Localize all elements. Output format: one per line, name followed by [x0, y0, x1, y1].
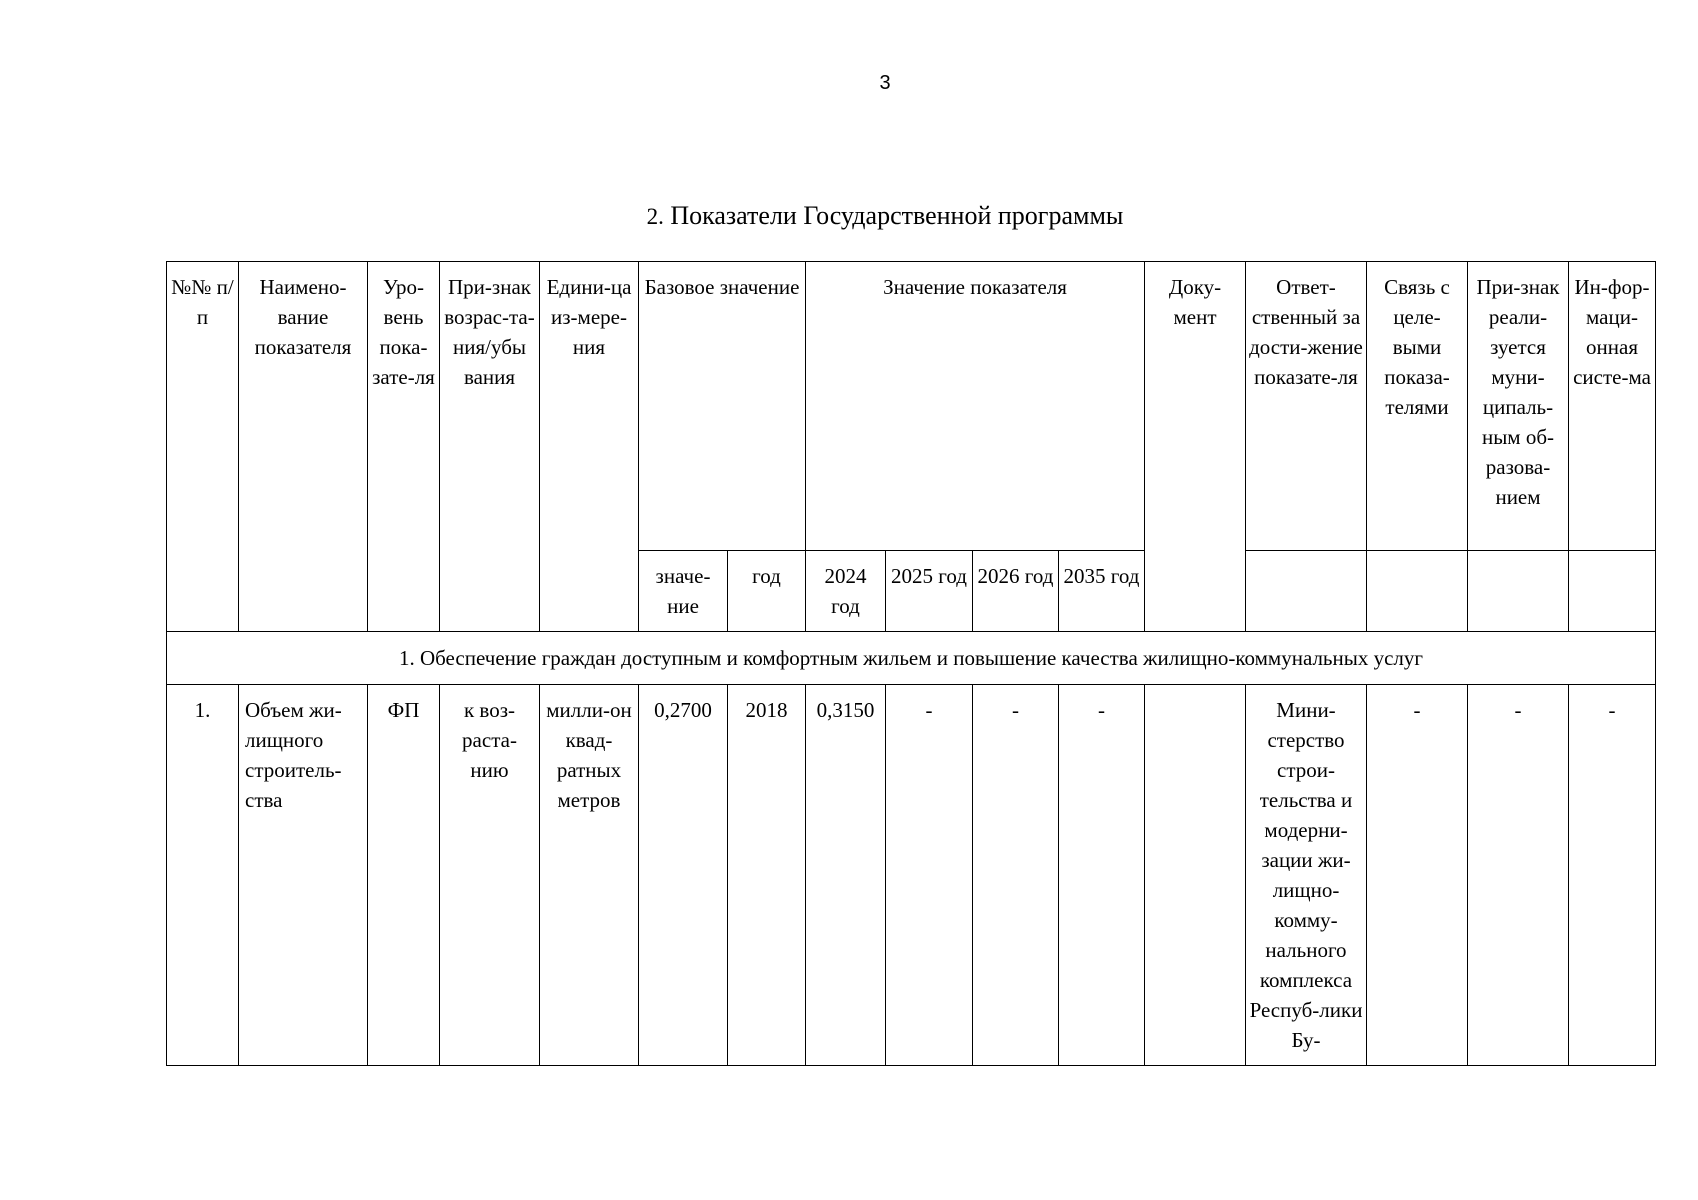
header-municipal-sub	[1468, 551, 1569, 632]
indicators-table	[166, 261, 1656, 1066]
section-row-title: 1. Обеспечение граждан доступным и комфортным жильем и повышение качества жилищно-коммунальных услуг	[167, 632, 1656, 685]
header-infosys-sub	[1569, 551, 1656, 632]
header-infosys: Ин-фор-маци-онная систе-ма	[1569, 262, 1656, 551]
table-row	[167, 685, 1656, 1066]
row-infosys: -	[1569, 685, 1656, 1066]
row-value-2024: 0,3150	[806, 685, 886, 1066]
header-document: Доку-мент	[1145, 262, 1246, 632]
row-value-2035: -	[1059, 685, 1145, 1066]
section-title	[0, 201, 1698, 231]
row-unit: милли-он квад-ратных метров	[540, 685, 639, 1066]
header-base-year: год	[728, 551, 806, 632]
row-base-value: 0,2700	[639, 685, 728, 1066]
header-trend: При-знак возрас-та-ния/убы вания	[440, 262, 540, 632]
row-value-2026: -	[973, 685, 1059, 1066]
row-trend: к воз-раста-нию	[440, 685, 540, 1066]
page-number: 3	[879, 72, 891, 94]
header-responsible-sub	[1246, 551, 1367, 632]
row-value-2025: -	[886, 685, 973, 1066]
row-links: -	[1367, 685, 1468, 1066]
header-links-sub	[1367, 551, 1468, 632]
header-level: Уро-вень пока-зате-ля	[368, 262, 440, 632]
section-title-text: Показатели Государственной программы	[670, 201, 1124, 230]
header-num: №№ п/п	[167, 262, 239, 632]
header-year-2026: 2026 год	[973, 551, 1059, 632]
row-level: ФП	[368, 685, 440, 1066]
header-values: Значение показателя	[806, 262, 1145, 551]
row-num: 1.	[167, 685, 239, 1066]
header-year-2035: 2035 год	[1059, 551, 1145, 632]
header-responsible: Ответ-ственный за дости-жение показате-ля	[1246, 262, 1367, 551]
row-document	[1145, 685, 1246, 1066]
header-links: Связь с целе-выми показа-телями	[1367, 262, 1468, 551]
header-municipal: При-знак реали-зуется муни-ципаль-ным об-разова-нием	[1468, 262, 1569, 551]
row-name: Объем жи-лищного строитель-ства	[239, 685, 368, 1066]
row-responsible: Мини-стерство строи-тельства и модерни-зации жи-лищно-комму-нального комплекса Респуб-лики Бу-	[1246, 685, 1367, 1066]
header-base-value: значе-ние	[639, 551, 728, 632]
header-base: Базовое значение	[639, 262, 806, 551]
header-row-top	[167, 262, 1656, 551]
section-row	[167, 632, 1656, 685]
row-base-year: 2018	[728, 685, 806, 1066]
header-name: Наимено-вание показателя	[239, 262, 368, 632]
row-municipal: -	[1468, 685, 1569, 1066]
header-year-2025: 2025 год	[886, 551, 973, 632]
section-number: 2.	[646, 204, 664, 229]
header-year-2024: 2024 год	[806, 551, 886, 632]
header-unit: Едини-ца из-мере-ния	[540, 262, 639, 632]
